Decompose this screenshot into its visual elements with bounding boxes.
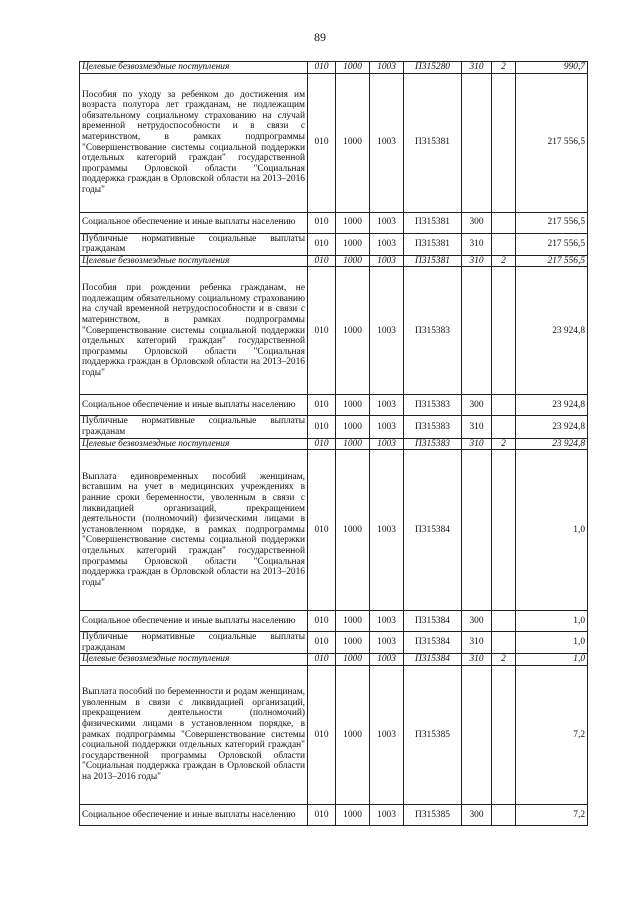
row-name: Социальное обеспечение и иные выплаты населению [80,212,308,233]
subsection-code: 1003 [370,632,404,654]
classification-code [492,395,516,416]
expense-type-code: 300 [462,212,492,233]
subsection-code: 1003 [370,62,404,74]
row-name: Социальное обеспечение и иные выплаты населению [80,611,308,632]
amount: 217 556,5 [516,212,588,233]
table-row [80,395,588,416]
row-name: Социальное обеспечение и иные выплаты населению [80,395,308,416]
classification-code [492,665,516,804]
ministry-code: 010 [308,212,336,233]
subsection-code: 1003 [370,255,404,267]
subsection-code: 1003 [370,267,404,395]
ministry-code: 010 [308,654,336,666]
expense-type-code: 310 [462,438,492,450]
expense-type-code: 310 [462,62,492,74]
expense-type-code [462,665,492,804]
row-name: Выплата единовременных пособий женщинам, вставшим на учет в медицинских учреждениях в ранние сроки беременности, уволенным в связи с ликвидацией организаций, прекращением деятельности (полномочий) физическими лицами в установленном порядке, в рамках подпрограммы "Совершенствование системы социальной поддержки отдельных категорий граждан" государственной программы Орловской области "Социальная поддержка граждан в Орловской области на 2013–2016 годы" [80,450,308,611]
row-name: Публичные нормативные социальные выплаты гражданам [80,233,308,255]
amount: 1,0 [516,450,588,611]
budget-table [79,61,588,826]
classification-code: 2 [492,654,516,666]
expense-type-code: 300 [462,611,492,632]
row-name: Публичные нормативные социальные выплаты гражданам [80,632,308,654]
page-number: 89 [314,30,326,44]
expense-type-code [462,73,492,212]
row-name: Целевые безвозмездные поступления [80,255,308,267]
classification-code [492,233,516,255]
subsection-code: 1003 [370,212,404,233]
expense-type-code [462,267,492,395]
row-name: Целевые безвозмездные поступления [80,62,308,74]
classification-code [492,611,516,632]
classification-code: 2 [492,62,516,74]
ministry-code: 010 [308,804,336,825]
classification-code: 2 [492,438,516,450]
subsection-code: 1003 [370,804,404,825]
amount: 1,0 [516,632,588,654]
ministry-code: 010 [308,73,336,212]
table-body [80,62,588,826]
classification-code [492,212,516,233]
ministry-code: 010 [308,267,336,395]
classification-code [492,632,516,654]
amount: 23 924,8 [516,395,588,416]
classification-code: 2 [492,255,516,267]
section-code: 1000 [336,438,370,450]
target-article-code: П315384 [404,611,462,632]
classification-code [492,416,516,438]
table-row [80,450,588,611]
target-article-code: П315385 [404,804,462,825]
ministry-code: 010 [308,233,336,255]
subsection-code: 1003 [370,450,404,611]
ministry-code: 010 [308,255,336,267]
classification-code [492,267,516,395]
target-article-code: П315384 [404,654,462,666]
target-article-code: П315381 [404,212,462,233]
section-code: 1000 [336,267,370,395]
section-code: 1000 [336,73,370,212]
section-code: 1000 [336,804,370,825]
table-row [80,438,588,450]
table-row [80,665,588,804]
expense-type-code: 310 [462,233,492,255]
amount: 23 924,8 [516,416,588,438]
subsection-code: 1003 [370,233,404,255]
classification-code [492,804,516,825]
section-code: 1000 [336,654,370,666]
amount: 1,0 [516,611,588,632]
amount: 7,2 [516,804,588,825]
amount: 7,2 [516,665,588,804]
expense-type-code: 310 [462,632,492,654]
amount: 1,0 [516,654,588,666]
target-article-code: П315383 [404,438,462,450]
subsection-code: 1003 [370,395,404,416]
section-code: 1000 [336,212,370,233]
amount: 23 924,8 [516,438,588,450]
row-name: Пособия при рождении ребенка гражданам, не подлежащим обязательному социальному страхованию на случай временной нетрудоспособности и в связи с материнством, в рамках подпрограммы "Совершенствование системы социальной поддержки отдельных категорий граждан" государственной программы Орловской области "Социальная поддержка граждан в Орловской области на 2013–2016 годы" [80,267,308,395]
amount: 23 924,8 [516,267,588,395]
subsection-code: 1003 [370,73,404,212]
row-name: Выплата пособий по беременности и родам женщинам, уволенным в связи с ликвидацией организаций, прекращением деятельности (полномочий) физическими лицами в установленном порядке, в рамках подпрограммы "Совершенствование системы социальной поддержки отдельных категорий граждан" государственной программы Орловской области "Социальная поддержка граждан в Орловской области на 2013–2016 годы" [80,665,308,804]
section-code: 1000 [336,450,370,611]
ministry-code: 010 [308,416,336,438]
ministry-code: 010 [308,438,336,450]
expense-type-code: 300 [462,395,492,416]
table-row [80,416,588,438]
section-code: 1000 [336,255,370,267]
table-row [80,73,588,212]
amount: 217 556,5 [516,255,588,267]
section-code: 1000 [336,62,370,74]
section-code: 1000 [336,395,370,416]
amount: 217 556,5 [516,233,588,255]
table-row [80,267,588,395]
table-row [80,255,588,267]
target-article-code: П315381 [404,233,462,255]
target-article-code: П315383 [404,416,462,438]
target-article-code: П315385 [404,665,462,804]
subsection-code: 1003 [370,654,404,666]
expense-type-code: 310 [462,416,492,438]
row-name: Пособия по уходу за ребенком до достижения им возраста полутора лет гражданам, не подлежащим обязательному социальному страхованию на случай временной нетрудоспособности и в связи с материнством, в рамках подпрограммы "Совершенствование системы социальной поддержки отдельных категорий граждан" государственной программы Орловской области "Социальная поддержка граждан в Орловской области на 2013–2016 годы" [80,73,308,212]
subsection-code: 1003 [370,416,404,438]
section-code: 1000 [336,665,370,804]
ministry-code: 010 [308,611,336,632]
target-article-code: П315384 [404,632,462,654]
subsection-code: 1003 [370,438,404,450]
table-row [80,804,588,825]
ministry-code: 010 [308,395,336,416]
row-name: Публичные нормативные социальные выплаты гражданам [80,416,308,438]
table-row [80,212,588,233]
section-code: 1000 [336,611,370,632]
table-row [80,233,588,255]
ministry-code: 010 [308,62,336,74]
row-name: Целевые безвозмездные поступления [80,654,308,666]
section-code: 1000 [336,233,370,255]
target-article-code: П315381 [404,255,462,267]
subsection-code: 1003 [370,611,404,632]
ministry-code: 010 [308,450,336,611]
section-code: 1000 [336,416,370,438]
amount: 990,7 [516,62,588,74]
expense-type-code [462,450,492,611]
amount: 217 556,5 [516,73,588,212]
expense-type-code: 310 [462,654,492,666]
target-article-code: П315384 [404,450,462,611]
expense-type-code: 300 [462,804,492,825]
classification-code [492,73,516,212]
table-row [80,62,588,74]
classification-code [492,450,516,611]
table-row [80,611,588,632]
table-row [80,632,588,654]
subsection-code: 1003 [370,665,404,804]
row-name: Социальное обеспечение и иные выплаты населению [80,804,308,825]
row-name: Целевые безвозмездные поступления [80,438,308,450]
target-article-code: П315381 [404,73,462,212]
expense-type-code: 310 [462,255,492,267]
table-row [80,654,588,666]
ministry-code: 010 [308,632,336,654]
section-code: 1000 [336,632,370,654]
ministry-code: 010 [308,665,336,804]
target-article-code: П315280 [404,62,462,74]
target-article-code: П315383 [404,395,462,416]
target-article-code: П315383 [404,267,462,395]
